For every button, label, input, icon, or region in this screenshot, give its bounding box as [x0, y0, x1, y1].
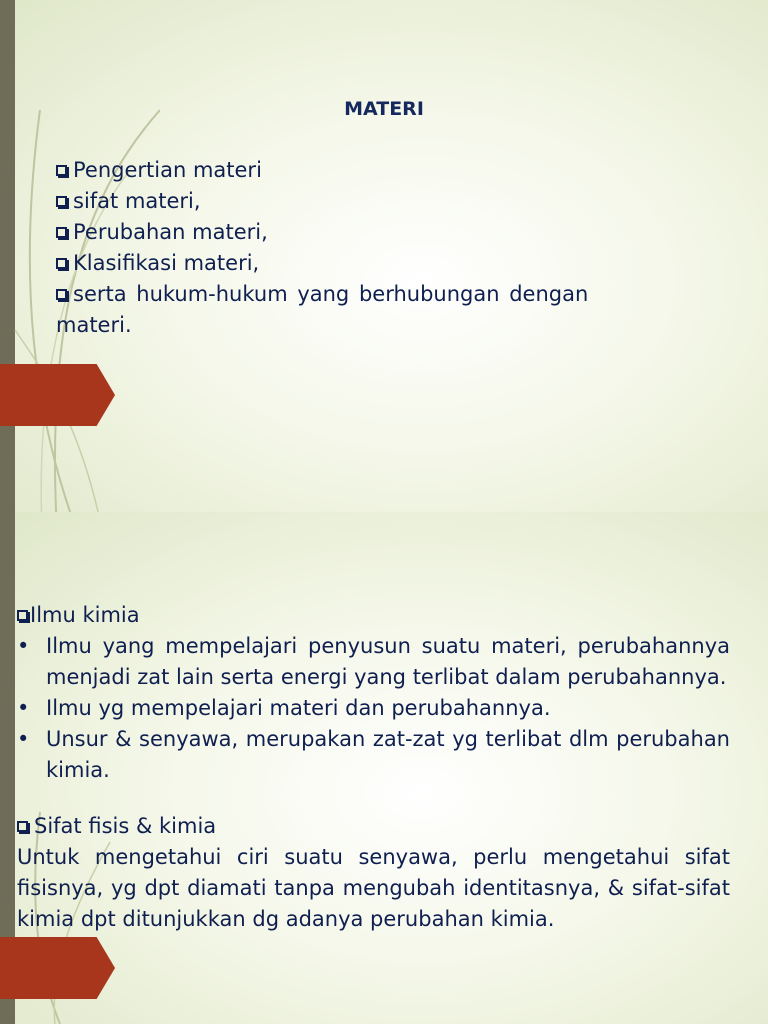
list-item-text: serta hukum-hukum yang berhubungan dengan — [73, 282, 589, 306]
list-item — [56, 186, 716, 217]
list-item-text: sifat materi, — [73, 189, 201, 213]
list-item — [56, 248, 716, 279]
paragraph: Untuk mengetahui ciri suatu senyawa, perlu mengetahui sifat fisisnya, yg dpt diamati tanpa mengubah identitasnya, & sifat-sifat kimia dpt ditunjukkan dg adanya perubahan kimia. — [17, 845, 730, 931]
section-heading-text: Ilmu kimia — [30, 603, 140, 627]
list-item-continuation: materi. — [56, 313, 132, 337]
bullet-text: Unsur & senyawa, merupakan zat-zat yg terlibat dlm perubahan kimia. — [46, 727, 730, 782]
checkbox-bullet-icon — [56, 165, 67, 176]
red-tab-marker — [0, 937, 115, 999]
bullet-text: Ilmu yg mempelajari materi dan perubahannya. — [46, 696, 551, 720]
checkbox-bullet-icon — [17, 610, 28, 621]
checkbox-bullet-icon — [17, 821, 28, 832]
topic-list — [56, 155, 716, 341]
list-item-text: Klasifikasi materi, — [73, 251, 260, 275]
bullet-item — [17, 631, 730, 693]
list-item — [56, 155, 716, 186]
bullet-icon: • — [17, 634, 30, 658]
slide-title: MATERI — [344, 98, 424, 120]
bullet-item — [17, 693, 730, 724]
bullet-icon: • — [17, 727, 30, 751]
red-tab-marker — [0, 364, 115, 426]
section-heading-text: Sifat fisis & kimia — [34, 814, 217, 838]
checkbox-bullet-icon — [56, 289, 67, 300]
spacer — [17, 786, 730, 811]
section-heading — [17, 811, 730, 842]
list-item — [56, 279, 716, 310]
list-item-text: Perubahan materi, — [73, 220, 268, 244]
checkbox-bullet-icon — [56, 196, 67, 207]
checkbox-bullet-icon — [56, 227, 67, 238]
checkbox-bullet-icon — [56, 258, 67, 269]
bullet-icon: • — [17, 696, 30, 720]
section-heading — [17, 600, 730, 631]
bullet-text: Ilmu yang mempelajari penyusun suatu materi, perubahannya menjadi zat lain serta energi yang terlibat dalam perubahannya. — [46, 634, 730, 689]
list-item — [56, 217, 716, 248]
list-item-text: Pengertian materi — [73, 158, 262, 182]
content-block — [17, 600, 730, 935]
bullet-item — [17, 724, 730, 786]
slide-2 — [0, 512, 768, 1024]
